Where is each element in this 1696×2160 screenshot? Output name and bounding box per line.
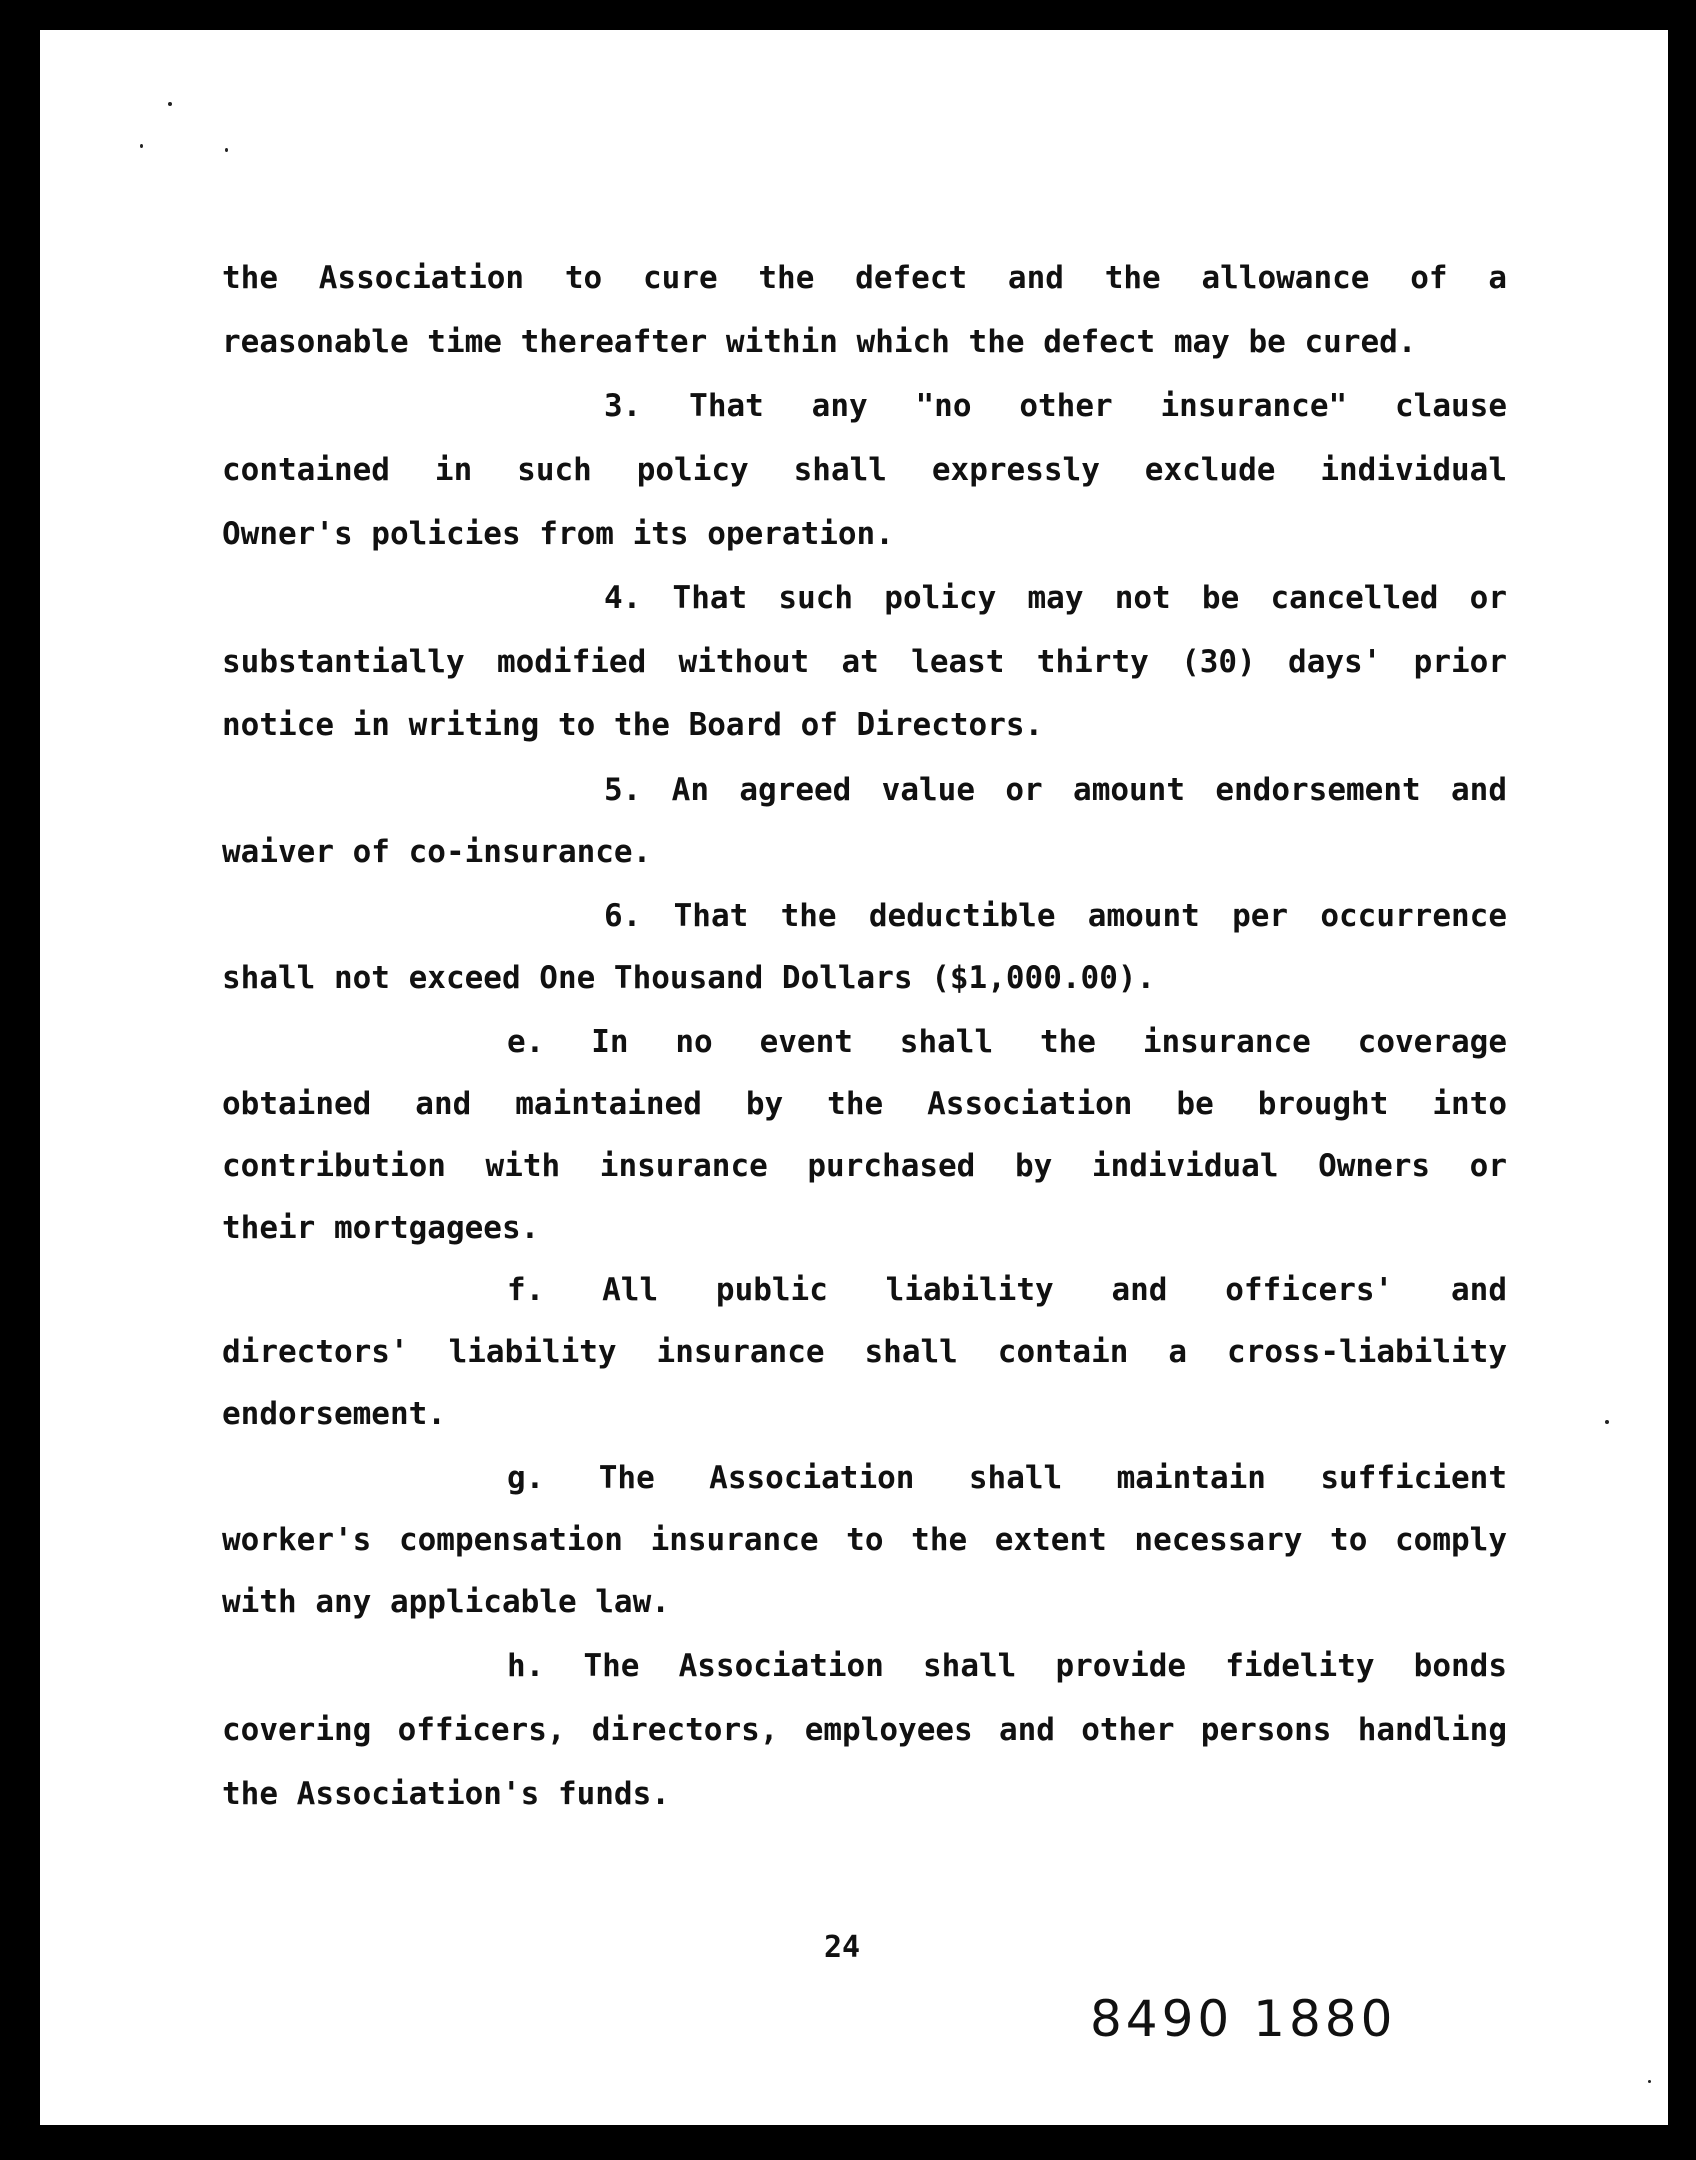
scan-speck	[168, 102, 172, 106]
document-code: 8490 1880	[1090, 1990, 1397, 2048]
item-3-line-2: contained in such policy shall expressly exclude individual	[222, 452, 1507, 488]
item-g-line-3: with any applicable law.	[222, 1584, 670, 1620]
item-3-line-3: Owner's policies from its operation.	[222, 516, 894, 552]
item-h-line-1: h. The Association shall provide fidelity bonds	[507, 1648, 1507, 1684]
intro-line-2: reasonable time thereafter within which the defect may be cured.	[222, 324, 1417, 360]
page-number: 24	[824, 1930, 861, 1965]
intro-line-1: the Association to cure the defect and the allowance of a	[222, 260, 1507, 296]
item-f-line-1: f. All public liability and officers' and	[507, 1272, 1507, 1308]
item-e-line-4: their mortgagees.	[222, 1210, 540, 1246]
item-4-line-1: 4. That such policy may not be cancelled or	[604, 580, 1507, 616]
scan-speck	[225, 148, 228, 152]
scan-speck	[1605, 1420, 1609, 1424]
item-6-line-1: 6. That the deductible amount per occurrence	[604, 898, 1507, 934]
item-4-line-2: substantially modified without at least thirty (30) days' prior	[222, 644, 1507, 680]
document-page	[40, 30, 1668, 2125]
scan-speck	[140, 144, 143, 148]
item-e-line-1: e. In no event shall the insurance coverage	[507, 1024, 1507, 1060]
item-f-line-3: endorsement.	[222, 1396, 446, 1432]
item-g-line-2: worker's compensation insurance to the extent necessary to comply	[222, 1522, 1507, 1558]
item-g-line-1: g. The Association shall maintain sufficient	[507, 1460, 1507, 1496]
item-3-line-1: 3. That any "no other insurance" clause	[604, 388, 1507, 424]
item-6-line-2: shall not exceed One Thousand Dollars ($1,000.00).	[222, 960, 1156, 996]
item-e-line-2: obtained and maintained by the Association be brought into	[222, 1086, 1507, 1122]
item-4-line-3: notice in writing to the Board of Directors.	[222, 707, 1044, 743]
item-5-line-2: waiver of co-insurance.	[222, 834, 652, 870]
item-5-line-1: 5. An agreed value or amount endorsement and	[604, 772, 1507, 808]
item-h-line-2: covering officers, directors, employees and other persons handling	[222, 1712, 1507, 1748]
item-e-line-3: contribution with insurance purchased by individual Owners or	[222, 1148, 1507, 1184]
scan-speck	[1648, 2080, 1651, 2083]
item-f-line-2: directors' liability insurance shall contain a cross-liability	[222, 1334, 1507, 1370]
item-h-line-3: the Association's funds.	[222, 1776, 670, 1812]
